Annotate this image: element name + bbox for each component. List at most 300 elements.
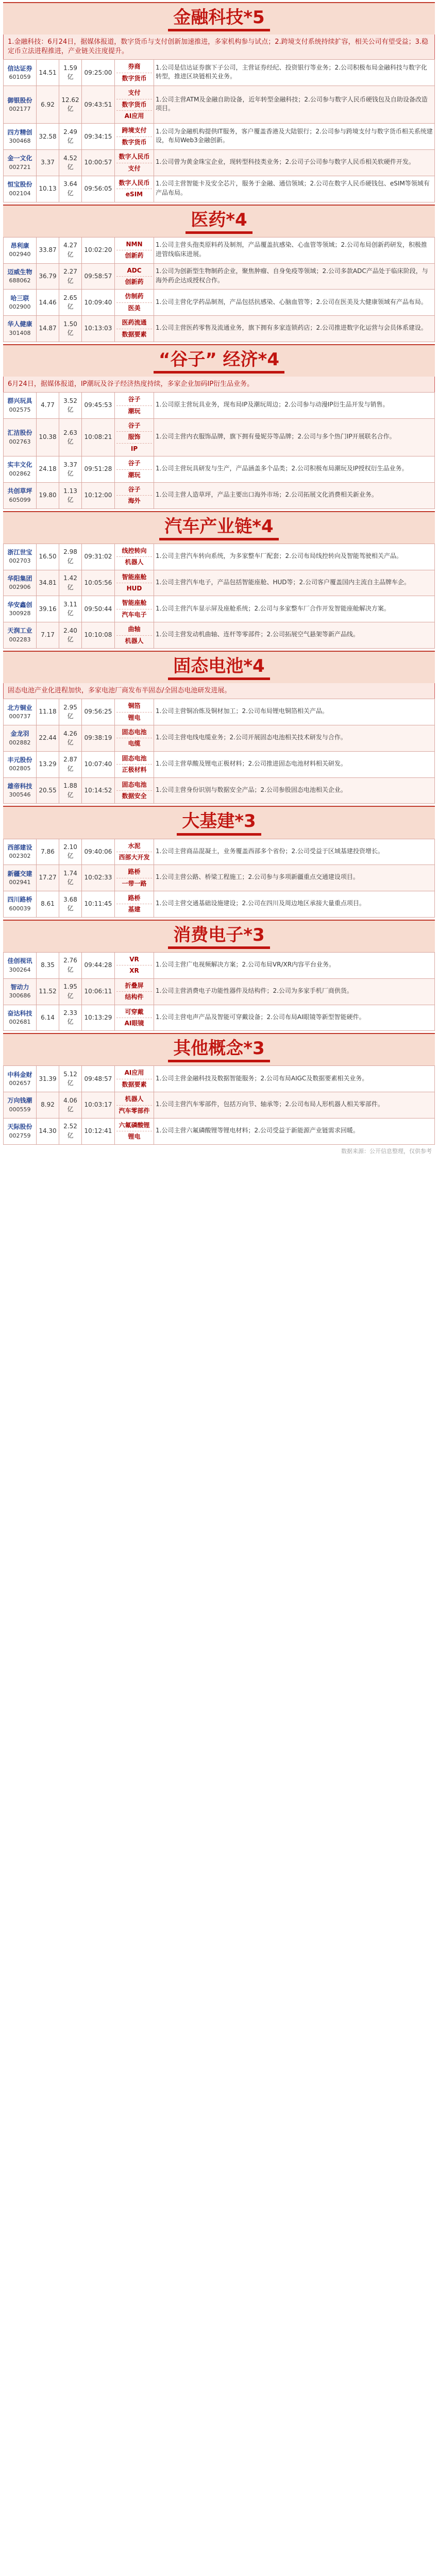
stock-name[interactable]: 实丰文化 [7, 461, 32, 469]
table-row [4, 263, 435, 290]
concept-tag: 智能座舱 [116, 598, 152, 609]
stock-name-cell[interactable] [4, 891, 37, 918]
stock-turnover: 1.95亿 [59, 978, 82, 1005]
stock-name[interactable]: 昂利康 [10, 242, 29, 250]
stock-description [154, 1118, 435, 1144]
section-header [3, 511, 435, 544]
description-text: 1.公司主营汽车电子，产品包括智能座舱、HUD等；2.公司客户覆盖国内主流自主品牌车企。 [156, 578, 410, 586]
stock-name-cell[interactable] [4, 952, 37, 978]
description-text: 1.公司主营内衣服饰品牌，旗下拥有曼妮芬等品牌；2.公司与多个热门IP开展联名合作。 [156, 433, 396, 440]
concept-tag: 路桥 [116, 893, 152, 904]
concept-tags [115, 60, 154, 86]
table-row [4, 124, 435, 150]
stock-price: 7.17 [37, 622, 59, 649]
concept-tag: 数字货币 [116, 99, 152, 111]
stock-name[interactable]: 天润工业 [7, 627, 32, 635]
concept-tags [115, 699, 154, 725]
stock-code: 002575 [9, 406, 31, 413]
concept-tags [115, 176, 154, 202]
concept-tag: AI眼镜 [124, 1019, 144, 1027]
table-row [4, 290, 435, 316]
stock-name[interactable]: 浙江世宝 [7, 549, 32, 556]
stock-code: 002805 [9, 765, 31, 772]
description-text: 1.公司为创新型生物制药企业，聚焦肿瘤、自身免疫等领域；2.公司多款ADC产品处于临床阶段，与海外药企达成授权合作。 [156, 267, 428, 284]
stock-table [3, 59, 435, 202]
limit-time: 10:03:17 [82, 1092, 115, 1118]
limit-time: 10:09:40 [82, 290, 115, 316]
stock-price: 20.55 [37, 777, 59, 804]
stock-turnover: 2.95亿 [59, 699, 82, 725]
stock-price: 14.46 [37, 290, 59, 316]
stock-turnover: 2.76亿 [59, 952, 82, 978]
concept-tag: 谷子 [116, 458, 152, 469]
stock-name[interactable]: 北方铜业 [7, 704, 32, 711]
concept-tags [115, 263, 154, 290]
stock-name-cell[interactable] [4, 544, 37, 570]
stock-price: 22.44 [37, 725, 59, 752]
concept-tags [115, 290, 154, 316]
limit-time: 09:25:00 [82, 60, 115, 86]
footer-note: 数据来源：公开信息整理，仅供参考 [341, 1147, 432, 1155]
stock-price: 17.27 [37, 865, 59, 891]
concept-tags [115, 952, 154, 978]
stock-name-cell[interactable] [4, 176, 37, 202]
description-text: 1.公司原主营玩具业务，现布局IP及潮玩周边；2.公司参与动漫IP衍生品开发与销售。 [156, 401, 389, 409]
stock-name[interactable]: 恒宝股份 [7, 181, 32, 189]
stock-name[interactable]: 信达证券 [7, 64, 32, 72]
stock-name-cell[interactable] [4, 622, 37, 649]
stock-name-cell[interactable] [4, 978, 37, 1005]
stock-price: 6.92 [37, 86, 59, 124]
stock-name[interactable]: 群兴玩具 [7, 397, 32, 405]
stock-turnover: 1.13亿 [59, 483, 82, 509]
stock-name[interactable]: 华安鑫创 [7, 601, 32, 608]
limit-time: 10:02:33 [82, 865, 115, 891]
stock-name-cell[interactable] [4, 1066, 37, 1092]
stock-code: 301408 [9, 329, 31, 336]
concept-tag: IP [130, 445, 138, 452]
stock-name-cell[interactable] [4, 777, 37, 804]
stock-price: 36.79 [37, 263, 59, 290]
limit-time: 10:12:00 [82, 483, 115, 509]
concept-tag: 谷子 [116, 394, 152, 405]
concept-tag: eSIM [125, 191, 143, 198]
stock-name-cell[interactable] [4, 596, 37, 622]
stock-name-cell[interactable] [4, 456, 37, 483]
section-title: 大基建*3 [177, 811, 261, 835]
stock-code: 300546 [9, 791, 31, 799]
description-text: 1.公司是信达证券旗下子公司，主营证券经纪、投资银行等业务；2.公司积极布局金融科技与数字化转型，推进区块链相关业务。 [156, 63, 427, 80]
description-text: 1.公司曾为黄金珠宝企业，现转型科技类业务；2.公司子公司参与数字人民币相关软硬件开发。 [156, 158, 415, 166]
concept-tags [115, 1092, 154, 1118]
concept-tag: AI应用 [124, 112, 144, 120]
limit-time: 10:00:57 [82, 150, 115, 176]
section-title: 医药*4 [186, 210, 252, 234]
concept-tag: 跨境支付 [116, 125, 152, 137]
stock-code: 300468 [9, 138, 31, 145]
stock-name[interactable]: 佳创视讯 [7, 957, 32, 965]
stock-description [154, 60, 435, 86]
section-note: 1.金融科技：6月24日，据媒体报道，数字货币与支付创新加速推进，多家机构参与试点；2.跨境支付系统持续扩容，相关公司有望受益；3.稳定币立法进程推进，产业链关注度提升。 [3, 35, 435, 59]
stock-name-cell[interactable] [4, 865, 37, 891]
description-text: 1.公司主营六氟磷酸锂等锂电材料；2.公司受益于新能源产业链需求回暖。 [156, 1127, 359, 1134]
stock-name-cell[interactable] [4, 263, 37, 290]
limit-time: 09:40:06 [82, 839, 115, 865]
table-row [4, 622, 435, 649]
stock-name[interactable]: 奋达科技 [7, 1009, 32, 1017]
concept-tags [115, 622, 154, 649]
stock-name-cell[interactable] [4, 86, 37, 124]
section-header [3, 1033, 435, 1065]
stock-price: 11.18 [37, 699, 59, 725]
stock-table [3, 1065, 435, 1144]
section-note: 6月24日，据媒体报道，IP潮玩及谷子经济热度持续，多家企业加码IP衍生品业务。 [3, 377, 435, 392]
stock-code: 002941 [9, 878, 31, 886]
table-row [4, 1066, 435, 1092]
concept-tag: 汽车零部件 [119, 1107, 150, 1114]
concept-tags [115, 456, 154, 483]
concept-tag: 路桥 [116, 867, 152, 878]
stock-description [154, 952, 435, 978]
concept-tag: 汽车电子 [122, 611, 147, 618]
stock-name[interactable]: 中科金财 [7, 1071, 32, 1078]
stock-price: 39.16 [37, 596, 59, 622]
stock-name[interactable]: 丰元股份 [7, 756, 32, 764]
stock-turnover: 2.27亿 [59, 263, 82, 290]
stock-code: 002283 [9, 636, 31, 643]
stock-price: 6.14 [37, 1005, 59, 1031]
stock-price: 10.38 [37, 419, 59, 456]
stock-turnover: 3.64亿 [59, 176, 82, 202]
stock-name[interactable]: 华人健康 [7, 320, 32, 328]
stock-code: 002703 [9, 557, 31, 565]
stock-price: 31.39 [37, 1066, 59, 1092]
concept-tag: 谷子 [116, 420, 152, 432]
description-text: 1.公司主营汽车显示屏及座舱系统；2.公司与多家整车厂合作开发智能座舱解决方案。 [156, 604, 390, 612]
stock-code: 688062 [9, 277, 31, 284]
concept-tag: 创新药 [125, 252, 144, 260]
stock-turnover: 2.98亿 [59, 544, 82, 570]
stock-turnover: 2.52亿 [59, 1118, 82, 1144]
concept-tags [115, 1118, 154, 1144]
concept-tag: NMN [116, 239, 152, 250]
section-title: 其他概念*3 [168, 1039, 269, 1062]
stock-price: 7.86 [37, 839, 59, 865]
stock-code: 002906 [9, 584, 31, 591]
concept-tag: 创新药 [125, 278, 144, 286]
concept-tag: 锂电 [128, 714, 141, 721]
stock-name[interactable]: 天际股份 [7, 1123, 32, 1131]
limit-time: 09:34:15 [82, 124, 115, 150]
concept-tag: 机器人 [125, 558, 144, 566]
concept-tag: 谷子 [116, 484, 152, 496]
concept-tags [115, 393, 154, 419]
stock-name-cell[interactable] [4, 1005, 37, 1031]
concept-tag: 电缆 [128, 740, 141, 748]
stock-description [154, 596, 435, 622]
concept-tags [115, 544, 154, 570]
stock-turnover: 4.27亿 [59, 237, 82, 263]
table-row [4, 725, 435, 752]
concept-tag: 潮玩 [128, 471, 141, 479]
table-row [4, 751, 435, 777]
stock-name-cell[interactable] [4, 1118, 37, 1144]
concept-tags [115, 570, 154, 596]
concept-tag: 支付 [128, 164, 141, 172]
limit-time: 10:07:40 [82, 751, 115, 777]
concept-tag: 券商 [116, 61, 152, 73]
stock-price: 8.35 [37, 952, 59, 978]
stock-code: 605099 [9, 496, 31, 503]
stock-name[interactable]: 金一文化 [7, 155, 32, 162]
stock-code: 300264 [9, 966, 31, 973]
stock-name[interactable]: 御银股份 [7, 96, 32, 104]
stock-description [154, 978, 435, 1005]
stock-code: 002763 [9, 438, 31, 445]
concept-tags [115, 1066, 154, 1092]
stock-description [154, 316, 435, 342]
table-row [4, 978, 435, 1005]
stock-code: 002900 [9, 303, 31, 311]
stock-turnover: 2.40亿 [59, 622, 82, 649]
table-row [4, 86, 435, 124]
concept-tag: 服饰 [116, 432, 152, 443]
table-row [4, 60, 435, 86]
stock-description [154, 839, 435, 865]
stock-description [154, 544, 435, 570]
section-title: “谷子” 经济*4 [154, 350, 284, 374]
concept-tag: 数字货币 [122, 74, 147, 82]
stock-code: 300928 [9, 610, 31, 617]
stock-price: 16.50 [37, 544, 59, 570]
stock-price: 14.51 [37, 60, 59, 86]
stock-description [154, 290, 435, 316]
section-header [3, 651, 435, 683]
limit-time: 10:08:21 [82, 419, 115, 456]
table-row [4, 483, 435, 509]
limit-time: 10:05:56 [82, 570, 115, 596]
stock-turnover: 3.11亿 [59, 596, 82, 622]
stock-price: 32.58 [37, 124, 59, 150]
table-row [4, 952, 435, 978]
description-text: 1.公司主营电声产品及智能可穿戴设备；2.公司布局AI眼镜等新型智能硬件。 [156, 1013, 365, 1021]
stock-turnover: 3.68亿 [59, 891, 82, 918]
stock-name[interactable]: 华阳集团 [7, 574, 32, 582]
stock-name[interactable]: 金龙羽 [10, 730, 29, 738]
concept-tags [115, 777, 154, 804]
concept-tag: 铜箔 [116, 701, 152, 712]
stock-turnover: 2.65亿 [59, 290, 82, 316]
stock-name[interactable]: 新疆交建 [7, 870, 32, 877]
stock-name-cell[interactable] [4, 393, 37, 419]
table-row [4, 777, 435, 804]
stock-code: 002882 [9, 739, 31, 746]
limit-time: 10:02:20 [82, 237, 115, 263]
concept-tag: 医药流通 [116, 317, 152, 329]
table-row [4, 237, 435, 263]
section-title: 消费电子*3 [168, 925, 269, 949]
description-text: 1.公司主营玩具研发与生产，产品涵盖多个品类；2.公司积极布局潮玩及IP授权衍生品业务。 [156, 465, 408, 472]
concept-tag: 仿制药 [116, 291, 152, 302]
stock-description [154, 150, 435, 176]
description-text: 1.公司主营商品混凝土，业务覆盖西部多个省份；2.公司受益于区域基建投资增长。 [156, 847, 384, 855]
table-row [4, 891, 435, 918]
stock-description [154, 456, 435, 483]
stock-table [3, 952, 435, 1031]
limit-time: 10:13:29 [82, 1005, 115, 1031]
stock-code: 002302 [9, 853, 31, 860]
stock-turnover: 1.59亿 [59, 60, 82, 86]
section-note: 固态电池产业化进程加快，多家电池厂商发布半固态/全固态电池研发进展。 [3, 683, 435, 699]
stock-description [154, 419, 435, 456]
table-row [4, 699, 435, 725]
section-header [3, 806, 435, 838]
stock-name[interactable]: 智动力 [10, 983, 29, 991]
limit-time: 09:48:57 [82, 1066, 115, 1092]
concept-tag: 曲轴 [116, 624, 152, 635]
table-row [4, 176, 435, 202]
description-text: 1.公司主营消费电子功能性器件及结构件；2.公司为多家手机厂商供货。 [156, 987, 353, 994]
stock-name-cell[interactable] [4, 1092, 37, 1118]
description-text: 1.公司主营化学药品制剂，产品包括抗感染、心脑血管等；2.公司在医美及大健康领域有产品布局。 [156, 298, 427, 306]
stock-turnover: 2.49亿 [59, 124, 82, 150]
concept-tag: 机器人 [116, 1094, 152, 1105]
concept-tags [115, 1005, 154, 1031]
description-text: 1.公司主营身份识别与数据安全产品；2.公司参股固态电池相关企业。 [156, 786, 347, 793]
concept-tag: 折叠屏 [116, 980, 152, 992]
concept-tags [115, 596, 154, 622]
concept-tag: 数字人民币 [116, 151, 152, 163]
stock-description [154, 622, 435, 649]
concept-tag: VR [116, 954, 152, 965]
concept-tags [115, 150, 154, 176]
limit-time: 10:10:08 [82, 622, 115, 649]
stock-name-cell[interactable] [4, 290, 37, 316]
concept-tag: 固态电池 [116, 753, 152, 765]
stock-name-cell[interactable] [4, 419, 37, 456]
stock-description [154, 777, 435, 804]
stock-price: 13.29 [37, 751, 59, 777]
stock-name-cell[interactable] [4, 725, 37, 752]
table-row [4, 1092, 435, 1118]
stock-description [154, 124, 435, 150]
stock-name[interactable]: 汇洁股份 [7, 429, 32, 437]
stock-name[interactable]: 万向钱潮 [7, 1097, 32, 1105]
stock-price: 34.81 [37, 570, 59, 596]
concept-tags [115, 124, 154, 150]
stock-code: 002862 [9, 470, 31, 477]
concept-tags [115, 419, 154, 456]
stock-turnover: 12.62亿 [59, 86, 82, 124]
stock-name-cell[interactable] [4, 316, 37, 342]
stock-price: 14.30 [37, 1118, 59, 1144]
stock-name-cell[interactable] [4, 751, 37, 777]
concept-tag: 正极材料 [122, 766, 147, 774]
concept-tags [115, 891, 154, 918]
concept-tag: 医美 [128, 304, 141, 312]
stock-price: 14.87 [37, 316, 59, 342]
stock-name[interactable]: 哈三联 [10, 294, 29, 302]
stock-price: 11.52 [37, 978, 59, 1005]
stock-price: 24.18 [37, 456, 59, 483]
stock-turnover: 3.52亿 [59, 393, 82, 419]
table-row [4, 865, 435, 891]
stock-turnover: 3.37亿 [59, 456, 82, 483]
concept-tag: 数据要素 [122, 330, 147, 338]
description-text: 1.公司主营人造草坪，产品主要出口海外市场；2.公司拓展文化消费相关新业务。 [156, 491, 378, 499]
description-text: 1.公司主营汽车转向系统，为多家整车厂配套；2.公司布局线控转向及智能驾驶相关产品。 [156, 552, 402, 560]
stock-description [154, 1066, 435, 1092]
stock-description [154, 751, 435, 777]
table-row [4, 150, 435, 176]
table-row [4, 570, 435, 596]
concept-tags [115, 725, 154, 752]
concept-tags [115, 316, 154, 342]
stock-name[interactable]: 四川路桥 [7, 896, 32, 904]
stock-name-cell[interactable] [4, 124, 37, 150]
limit-time: 09:56:05 [82, 176, 115, 202]
section-header [3, 205, 435, 237]
stock-code: 002940 [9, 251, 31, 258]
stock-name-cell[interactable] [4, 237, 37, 263]
stock-name-cell[interactable] [4, 699, 37, 725]
stock-name-cell[interactable] [4, 150, 37, 176]
concept-tag: HUD [126, 585, 142, 592]
stock-name[interactable]: 迈威生物 [7, 268, 32, 276]
stock-name[interactable]: 雄帝科技 [7, 782, 32, 790]
stock-description [154, 699, 435, 725]
concept-tag: 智能座舱 [116, 572, 152, 583]
stock-code: 002104 [9, 190, 31, 197]
stock-name[interactable]: 共创草坪 [7, 487, 32, 495]
stock-turnover: 2.63亿 [59, 419, 82, 456]
concept-tag: ADC [116, 265, 152, 277]
concept-tag: 结构件 [125, 993, 144, 1001]
table-row [4, 419, 435, 456]
stock-name-cell[interactable] [4, 839, 37, 865]
stock-name[interactable]: 西部建设 [7, 843, 32, 851]
description-text: 1.公司主营头孢类原料药及制剂，产品覆盖抗感染、心血管等领域；2.公司布局创新药研发，积极推进管线临床进展。 [156, 241, 427, 258]
stock-code: 600039 [9, 905, 31, 912]
limit-time: 10:14:52 [82, 777, 115, 804]
table-row [4, 544, 435, 570]
stock-code: 002721 [9, 163, 31, 171]
stock-turnover: 1.42亿 [59, 570, 82, 596]
concept-tags [115, 839, 154, 865]
stock-name-cell[interactable] [4, 570, 37, 596]
table-row [4, 839, 435, 865]
stock-code: 601059 [9, 74, 31, 81]
concept-tag: 机器人 [125, 637, 144, 645]
limit-time: 09:31:02 [82, 544, 115, 570]
concept-tag: XR [129, 967, 139, 975]
stock-name-cell[interactable] [4, 60, 37, 86]
stock-name-cell[interactable] [4, 483, 37, 509]
concept-tag: 固态电池 [116, 779, 152, 791]
stock-description [154, 393, 435, 419]
concept-tags [115, 751, 154, 777]
stock-turnover: 2.87亿 [59, 751, 82, 777]
section-header [3, 920, 435, 952]
limit-time: 10:12:41 [82, 1118, 115, 1144]
concept-tag: 支付 [116, 88, 152, 99]
concept-tag: 数据要素 [122, 1080, 147, 1088]
stock-name[interactable]: 四方精创 [7, 128, 32, 136]
section-title: 金融科技*5 [168, 8, 269, 31]
stock-turnover: 4.26亿 [59, 725, 82, 752]
section-title: 汽车产业链*4 [159, 517, 278, 540]
section-header [3, 344, 435, 377]
